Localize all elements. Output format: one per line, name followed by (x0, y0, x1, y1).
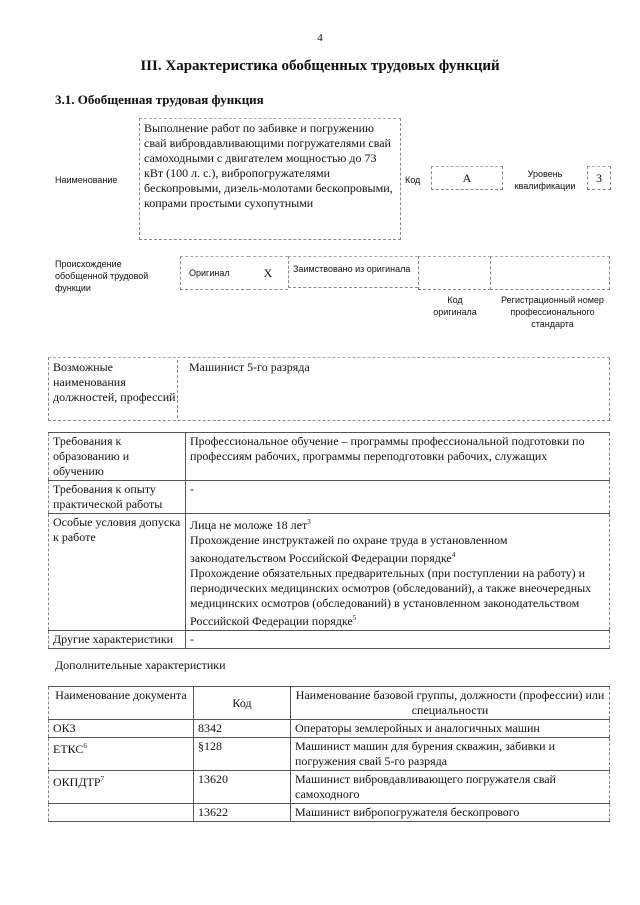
requirements-table (48, 432, 610, 649)
req-row-edu (49, 433, 610, 481)
row-doc: ОКПДТР$^7$ (49, 771, 194, 804)
extra-header-row (49, 687, 610, 720)
other-label: Другие характеристики (49, 631, 186, 649)
cond-value (186, 514, 610, 631)
row-doc: ОКЗ (49, 720, 194, 738)
header-doc: Наименование документа (49, 687, 194, 720)
uroven-label: Уровень квалификации (514, 169, 576, 191)
row-code: 13620 (194, 771, 291, 804)
req-row-cond (49, 514, 610, 631)
row-name: Машинист вибропогружателя бескопрового (291, 804, 610, 822)
uroven-value: 3 (587, 166, 611, 190)
positions-label: Возможные наименования должностей, профессий (53, 360, 178, 418)
row-code: 13622 (194, 804, 291, 822)
req-row-exp (49, 481, 610, 514)
extra-row (49, 720, 610, 738)
exp-label: Требования к опыту практической работы (49, 481, 186, 514)
extra-table (48, 686, 610, 822)
cond-label: Особые условия допуска к работе (49, 514, 186, 631)
row-code: 8342 (194, 720, 291, 738)
exp-value: - (186, 481, 610, 514)
extra-row (49, 804, 610, 822)
kod-orig-label: Код оригинала (433, 295, 477, 317)
cond-item-3: Прохождение обязательных предварительных (при поступлении на работу) и периодических медицинских осмотров (обследований), а также внеочередных медицинских осмотров (обследований) в установленном законодательством Российской Федерации порядке$^5$ (190, 566, 592, 628)
kod-label: Код (405, 175, 421, 185)
row-name: Машинист вибровдавливающего погружателя свай самоходного (291, 771, 610, 804)
kod-orig-cell (418, 256, 491, 290)
header-code: Код (194, 687, 291, 720)
row-name: Операторы землеройных и аналогичных машин (291, 720, 610, 738)
naim-label: Наименование (55, 175, 118, 185)
reg-num-label: Регистрационный номер профессионального стандарта (501, 295, 604, 329)
naim-text: Выполнение работ по забивке и погружению свай вибровдавливающими погружателями свай самоходными с двигателем мощностью до 73 кВт (100 л. с.), вибропогружателями бескопровыми, дизель-молотами бескопровыми, копрами простыми сухопутными (139, 118, 401, 240)
origin-block (55, 256, 610, 348)
other-value: - (186, 631, 610, 649)
cond-item-1: Лица не моложе 18 лет$^3$ (190, 518, 311, 532)
kod-value: A (431, 166, 503, 190)
section-title: III. Характеристика обобщенных трудовых функций (140, 58, 500, 74)
row-name: Машинист машин для бурения скважин, забивки и погружения свай 5-го разряда (291, 738, 610, 771)
req-row-other (49, 631, 610, 649)
edu-value: Профессиональное обучение – программы профессиональной подготовки по профессиям рабочих, программы переподготовки рабочих, служащих (186, 433, 610, 481)
borrowed-label: Заимствовано из оригинала (288, 256, 418, 288)
edu-label: Требования к образованию и обучению (49, 433, 186, 481)
header-name: Наименование базовой группы, должности (профессии) или специальности (291, 687, 610, 720)
positions-value: Машинист 5-го разряда (189, 360, 310, 374)
original-label: Оригинал (180, 256, 249, 290)
cond-item-2: Прохождение инструктажей по охране труда в установленном законодательством Российской Федерации порядке$^4$ (190, 533, 508, 565)
page-number: 4 (317, 32, 323, 44)
reg-num-cell (490, 256, 610, 290)
origin-label: Происхождение обобщенной трудовой функции (55, 259, 149, 293)
subsection-title: 3.1. Обобщенная трудовая функция (55, 92, 264, 107)
x-mark: X (248, 256, 288, 290)
extra-row (49, 771, 610, 804)
positions-block (48, 357, 610, 421)
row-doc (49, 804, 194, 822)
tf-header-block (55, 118, 610, 242)
row-code: §128 (194, 738, 291, 771)
extra-title: Дополнительные характеристики (55, 658, 226, 672)
extra-row (49, 738, 610, 771)
row-doc: ЕТКС$^6$ (49, 738, 194, 771)
